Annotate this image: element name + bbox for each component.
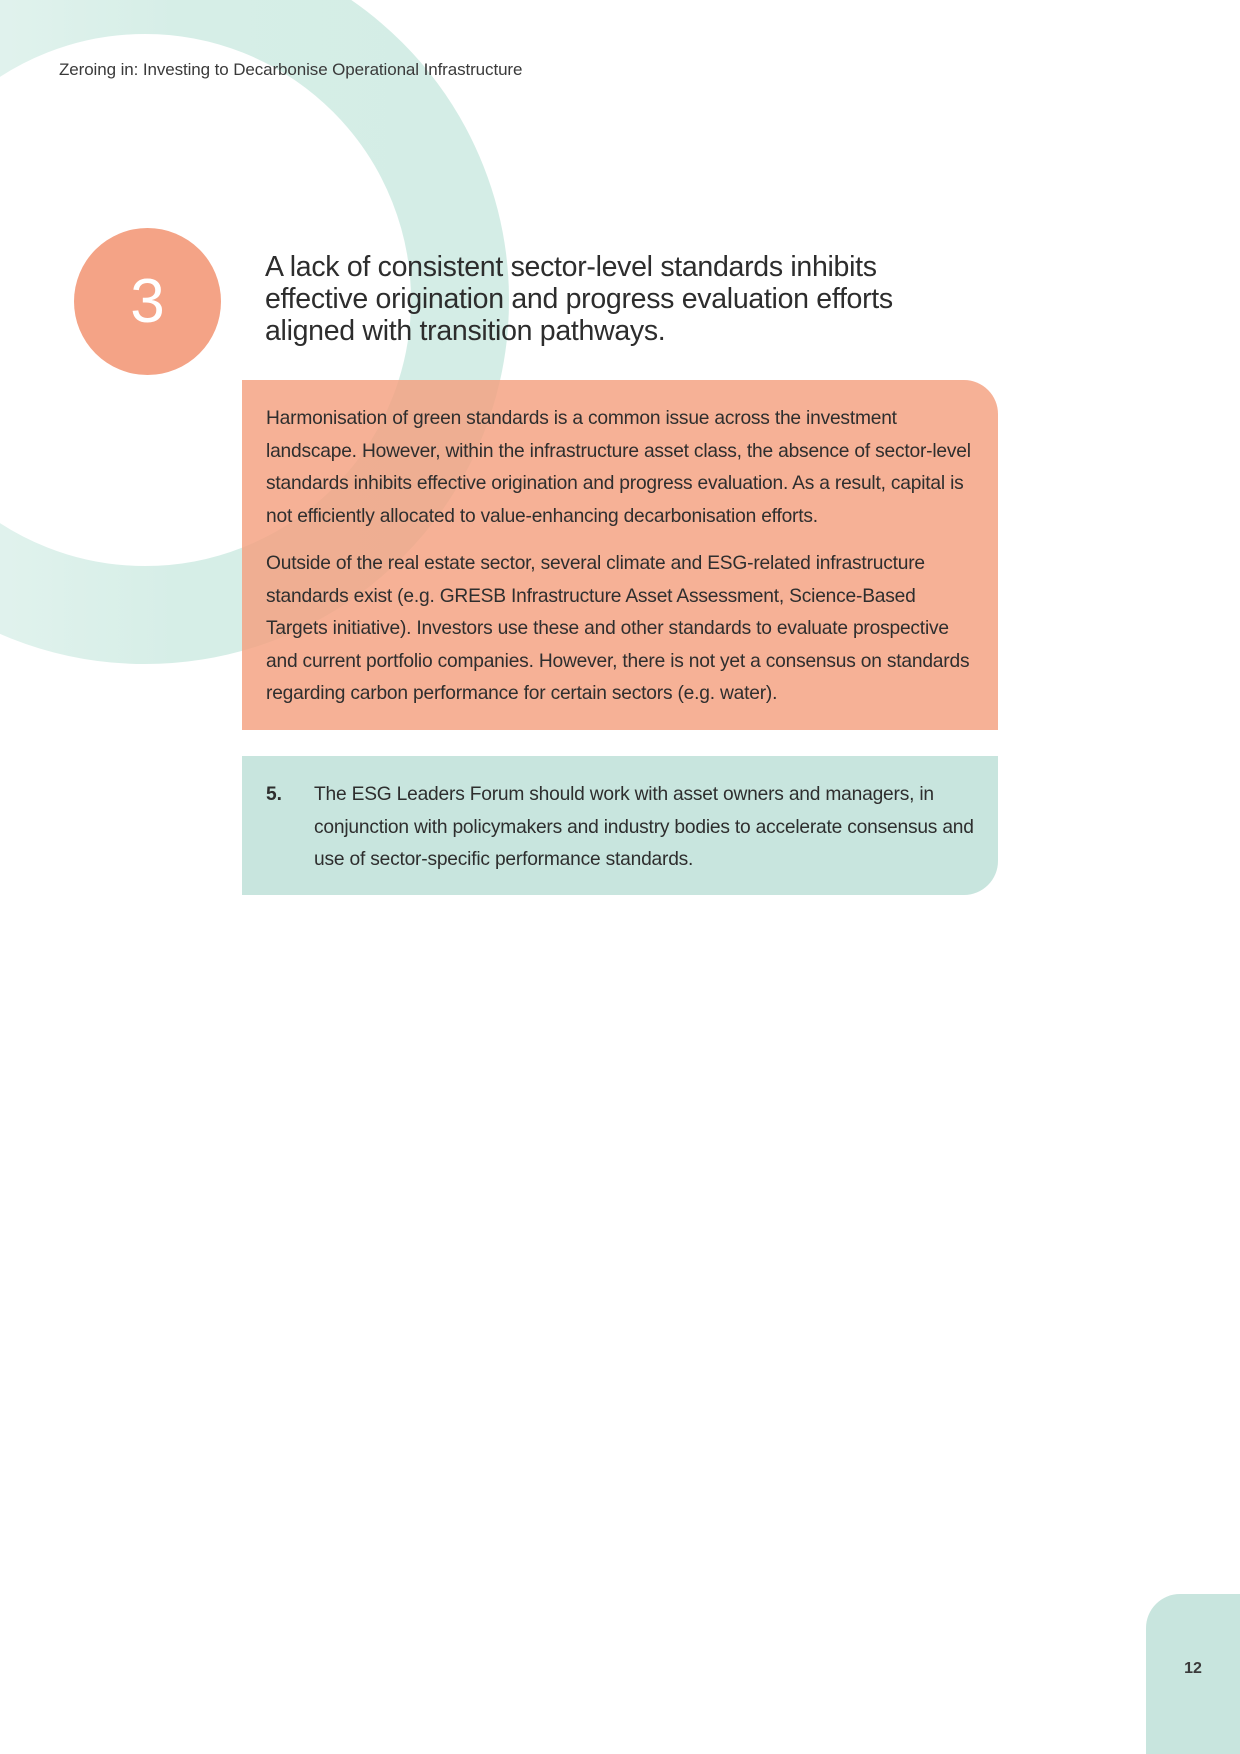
issue-paragraph: Harmonisation of green standards is a common issue across the investment landscape. However, within the infrastructure asset class, the absence of sector-level standards inhibits effective origination and progress evaluation. As a result, capital is not efficiently allocated to value-enhancing decarbonisation efforts. bbox=[266, 408, 971, 527]
recommendation-box bbox=[242, 756, 998, 895]
document-header: Zeroing in: Investing to Decarbonise Operational Infrastructure bbox=[59, 60, 523, 79]
issue-paragraph: Outside of the real estate sector, several climate and ESG-related infrastructure standards exist (e.g. GRESB Infrastructure Asset Assessment, Science-Based Targets initiative). Investors use these and other standards to evaluate prospective and current portfolio companies. However, there is not yet a consensus on standards regarding carbon performance for certain sectors (e.g. water). bbox=[266, 553, 970, 704]
recommendation-number: 5. bbox=[266, 784, 283, 805]
section-title: A lack of consistent sector-level standards inhibits effective origination and progress evaluation efforts aligned with transition pathways. bbox=[265, 251, 893, 347]
recommendation-text: The ESG Leaders Forum should work with asset owners and managers, in conjunction with policymakers and industry bodies to accelerate consensus and use of sector-specific performance standards. bbox=[314, 784, 974, 870]
issue-description-box bbox=[242, 380, 998, 730]
page-number: 12 bbox=[1184, 1660, 1202, 1677]
section-number-badge: 3 bbox=[74, 228, 221, 375]
